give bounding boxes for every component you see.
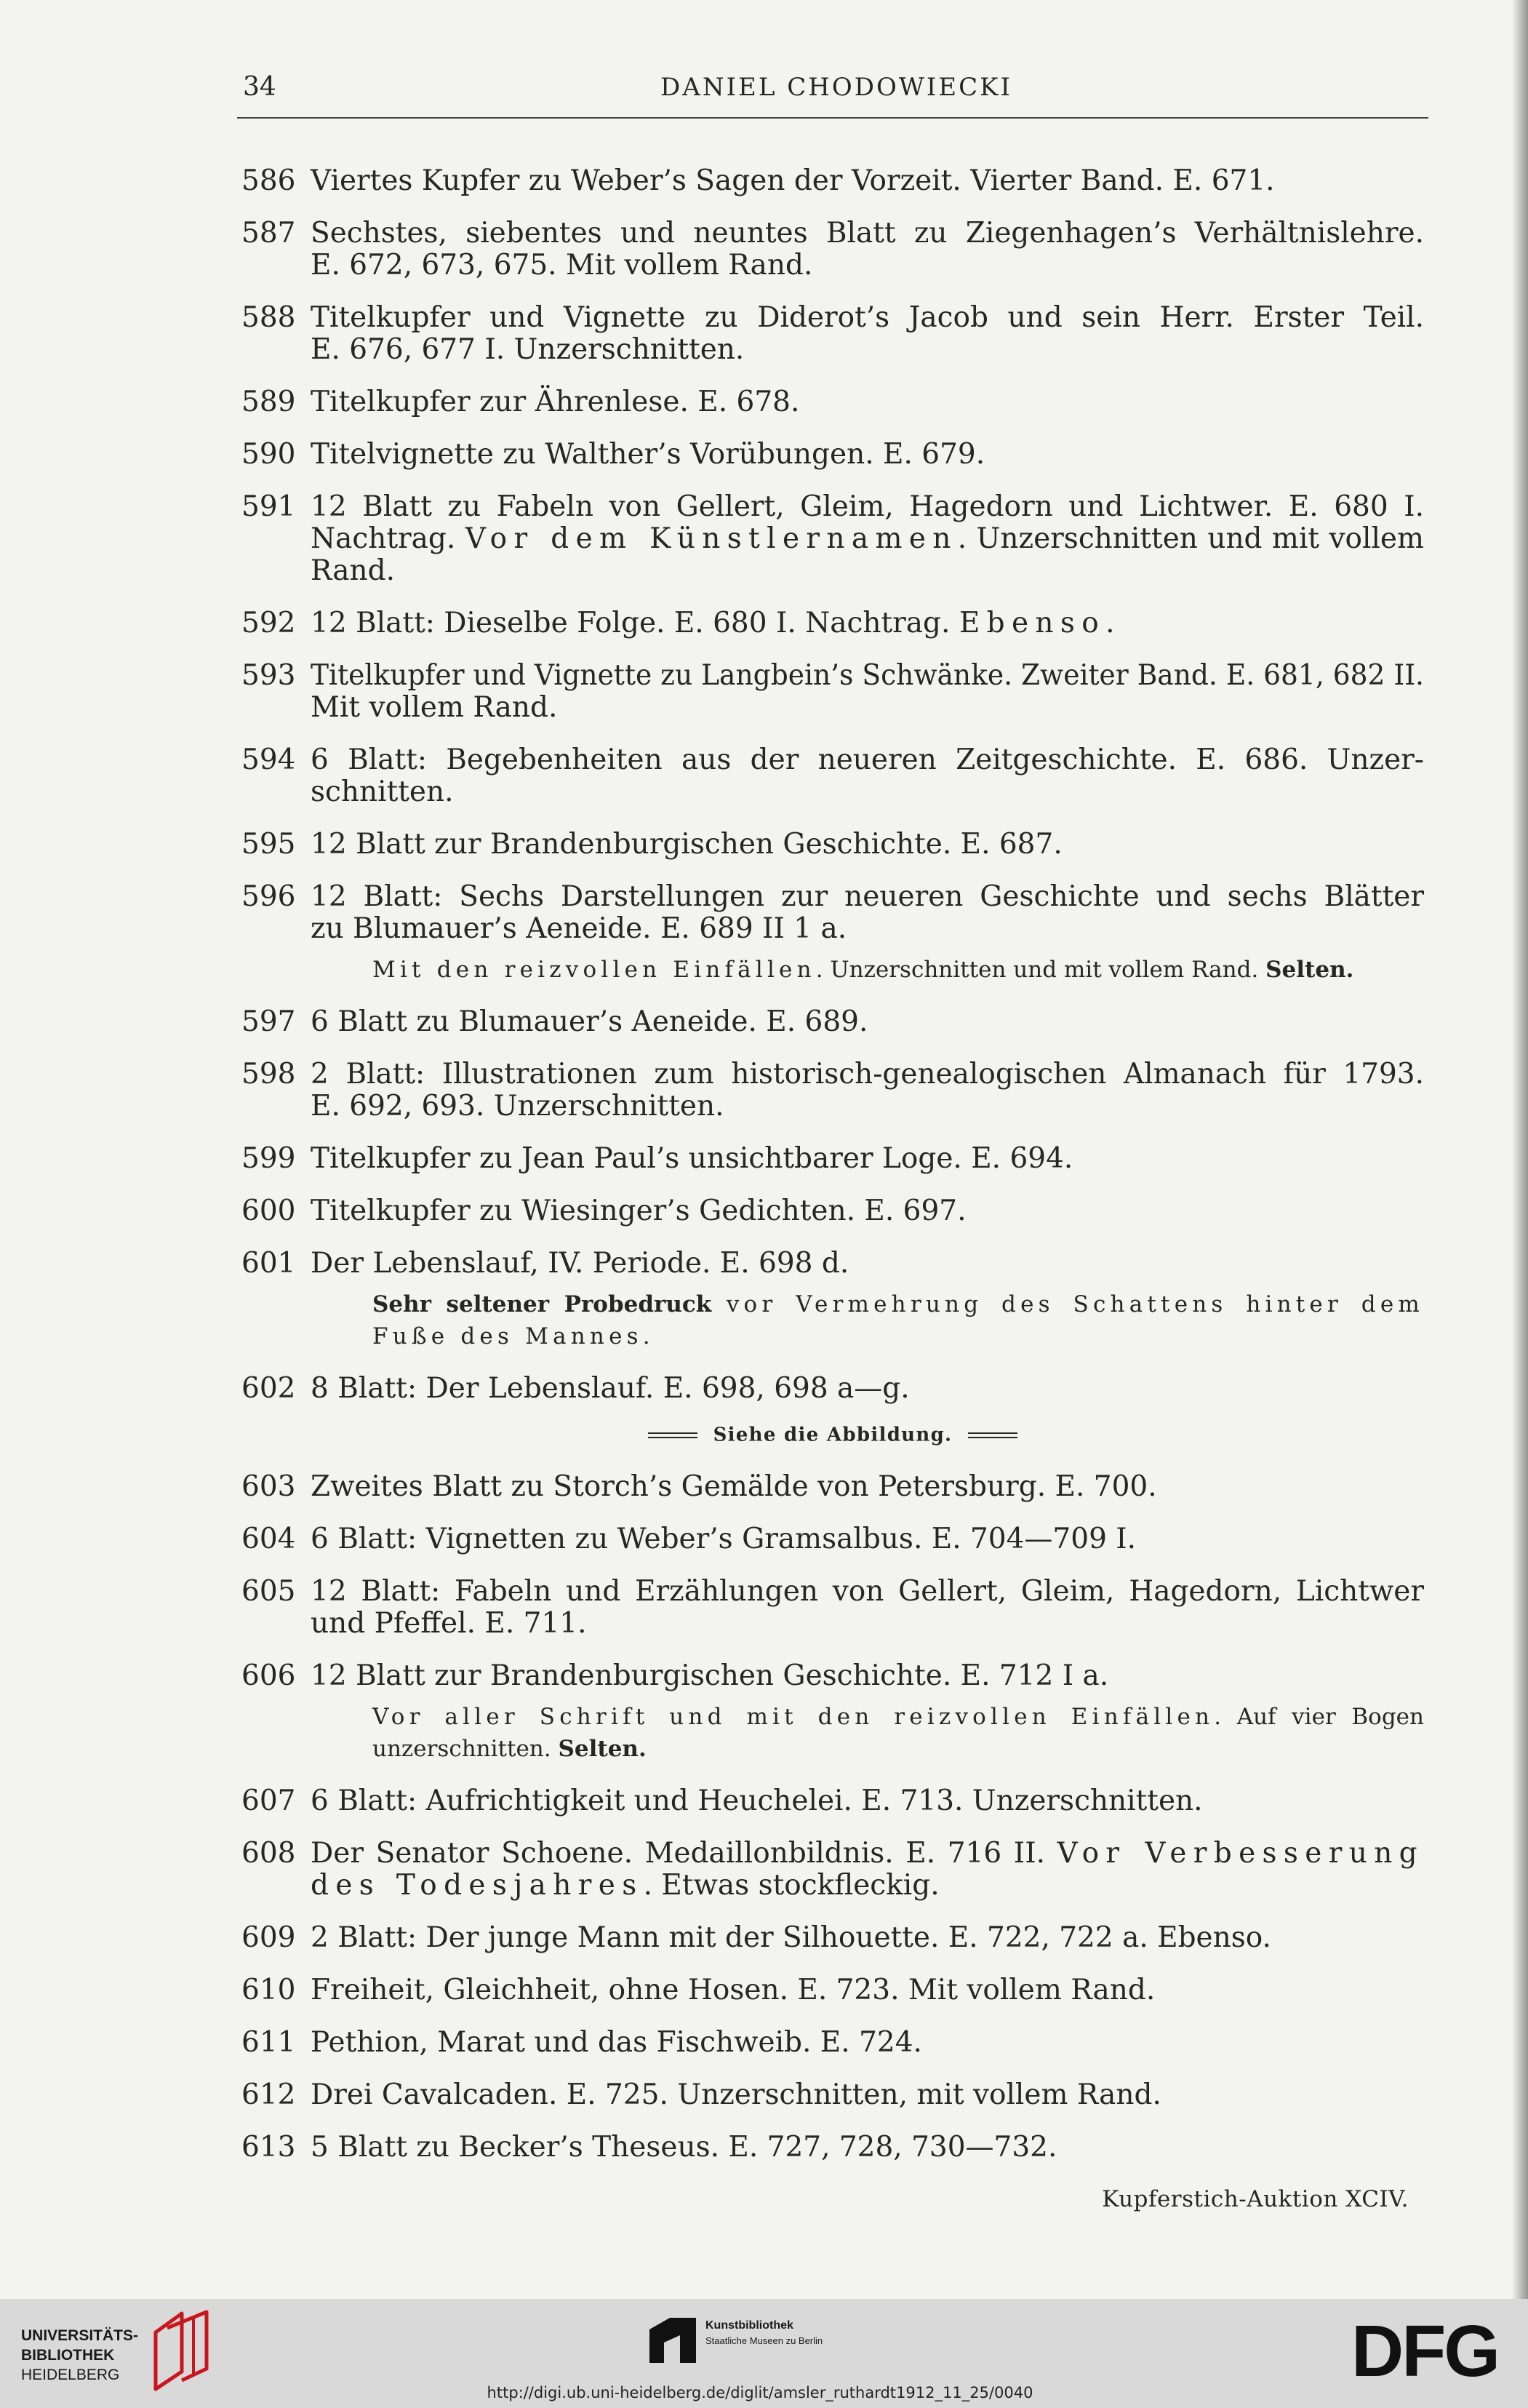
entry-description — [311, 829, 1424, 861]
text-line — [311, 1974, 1424, 2006]
catalog-entry — [0, 218, 1528, 282]
text-segment: Mit vollem Rand. — [311, 691, 558, 724]
kunstbibliothek-subtitle: Staatliche Museen zu Berlin — [705, 2335, 823, 2346]
line-text — [311, 913, 847, 945]
line-text — [311, 1373, 910, 1405]
line-text — [311, 1870, 940, 1902]
entry-description — [311, 2027, 1424, 2059]
ub-wordmark-line: UNIVERSITÄTS- — [21, 2327, 139, 2344]
entry-description — [311, 1248, 1424, 1352]
spaced-emphasis-text: vor Vermehrung des Schattens hinter dem — [726, 1291, 1424, 1317]
text-line — [311, 386, 1424, 418]
callout-text: Siehe die Abbildung. — [713, 1424, 953, 1446]
entry-description — [311, 1838, 1424, 1902]
entry-description — [311, 1974, 1424, 2006]
entry-number: 599 — [241, 1142, 296, 1175]
entry-number: 610 — [241, 1974, 296, 2006]
line-text — [311, 1523, 1136, 1555]
catalog-entry — [0, 2132, 1528, 2164]
catalog-entry — [0, 491, 1528, 587]
text-segment: Rand. — [311, 554, 395, 587]
kunstbibliothek-wordmark — [705, 2318, 823, 2348]
entry-number: 604 — [241, 1523, 296, 1555]
text-line — [311, 1660, 1424, 1692]
line-text — [311, 829, 1063, 861]
double-rule-left — [648, 1432, 697, 1438]
text-line — [311, 1471, 1424, 1503]
catalog-entry — [0, 165, 1528, 197]
spaced-emphasis-text: des Todesjahres — [311, 1869, 644, 1902]
text-line — [311, 607, 1424, 639]
line-text — [311, 1838, 1424, 1870]
catalog-entry — [0, 829, 1528, 861]
text-segment: E. 672, 673, 675. Mit vollem Rand. — [311, 249, 813, 282]
entry-description — [311, 607, 1424, 639]
ub-heidelberg-wordmark — [21, 2326, 138, 2385]
text-segment: 12 Blatt: Fabeln und Erzählungen von Gellert, Gleim, Hagedorn, Lichtwer — [311, 1575, 1424, 1608]
entry-number: 592 — [241, 607, 296, 639]
entry-description — [311, 1922, 1424, 1954]
entry-description — [311, 439, 1424, 471]
text-line — [311, 250, 1424, 282]
catalog-entry — [0, 1922, 1528, 1954]
spaced-emphasis-text: Ebenso — [959, 607, 1106, 639]
text-line — [311, 692, 1424, 724]
line-text — [311, 2132, 1057, 2164]
entry-number: 595 — [241, 828, 296, 861]
entry-note — [372, 1288, 1424, 1352]
entry-number: 611 — [241, 2026, 296, 2059]
text-segment: Der Senator Schoene. Medaillonbildnis. E. 716 II. — [311, 1837, 1057, 1870]
catalog-entry — [0, 1576, 1528, 1640]
catalog-entry — [0, 2027, 1528, 2059]
catalog-entry — [0, 1471, 1528, 1503]
entry-number: 606 — [241, 1659, 296, 1692]
text-line — [311, 2027, 1424, 2059]
text-line — [372, 1701, 1424, 1733]
text-line — [311, 1523, 1424, 1555]
text-segment: . Auf vier Bogen — [1214, 1704, 1424, 1730]
line-text — [372, 1288, 1424, 1320]
text-segment: E. 692, 693. Unzerschnitten. — [311, 1090, 724, 1123]
line-text — [372, 1733, 647, 1765]
ub-wordmark-line: HEIDELBERG — [21, 2367, 120, 2383]
catalog-entry — [0, 302, 1528, 366]
catalog-entry — [0, 386, 1528, 418]
ub-wordmark-line: BIBLIOTHEK — [21, 2347, 115, 2364]
text-line — [311, 1870, 1424, 1902]
line-text — [311, 1974, 1155, 2006]
printer-signature: Kupferstich-Auktion XCIV. — [1102, 2186, 1409, 2212]
text-segment: unzerschnitten. — [372, 1736, 559, 1762]
entry-note — [372, 954, 1424, 986]
entry-description — [311, 491, 1424, 587]
line-text — [311, 744, 1424, 776]
entry-description — [311, 302, 1424, 366]
text-line — [311, 334, 1424, 366]
spaced-emphasis-text: Fuße des Mannes — [372, 1323, 643, 1349]
catalog-entry — [0, 439, 1528, 471]
text-segment: 8 Blatt: Der Lebenslauf. E. 698, 698 a—g. — [311, 1372, 910, 1405]
digitization-footer-bar — [0, 2299, 1528, 2408]
see-illustration-callout — [241, 1419, 1424, 1451]
line-text — [311, 1091, 724, 1123]
text-line — [372, 1733, 1424, 1765]
entry-description — [311, 2079, 1424, 2111]
entry-number: 596 — [241, 880, 296, 913]
catalog-entry — [0, 1195, 1528, 1227]
text-segment: 6 Blatt zu Blumauer’s Aeneide. E. 689. — [311, 1005, 868, 1038]
entry-description — [311, 881, 1424, 986]
bold-emphasis-text: Selten. — [558, 1736, 647, 1762]
entry-number: 598 — [241, 1058, 296, 1091]
text-segment: . Unzerschnitten und mit vollem — [957, 522, 1424, 555]
text-segment: . Etwas stockfleckig. — [643, 1869, 940, 1902]
entry-description — [311, 1143, 1424, 1175]
text-segment: Titelkupfer zu Jean Paul’s unsichtbarer Loge. E. 694. — [311, 1142, 1073, 1175]
line-text — [311, 302, 1424, 334]
text-segment: Viertes Kupfer zu Weber’s Sagen der Vorzeit. Vierter Band. E. 671. — [311, 164, 1275, 197]
catalog-entry — [0, 607, 1528, 639]
text-segment: 5 Blatt zu Becker’s Theseus. E. 727, 728, 730—732. — [311, 2131, 1057, 2164]
text-line — [311, 1143, 1424, 1175]
line-text — [311, 491, 1424, 523]
line-text — [311, 1059, 1424, 1091]
line-text — [311, 386, 799, 418]
ub-heidelberg-emblem-icon — [150, 2308, 212, 2392]
entry-description — [311, 1373, 1424, 1405]
text-segment: Titelkupfer zur Ährenlese. E. 678. — [311, 386, 800, 418]
catalog-entry — [0, 1523, 1528, 1555]
text-line — [311, 660, 1424, 692]
text-segment: Drei Cavalcaden. E. 725. Unzerschnitten, mit vollem Rand. — [311, 2078, 1161, 2111]
line-text — [311, 2079, 1161, 2111]
page-edge-shadow — [1512, 0, 1528, 2299]
entry-description — [311, 1471, 1424, 1503]
text-segment: Freiheit, Gleichheit, ohne Hosen. E. 723. Mit vollem Rand. — [311, 1974, 1156, 2006]
spaced-emphasis-text: Vor dem Künstlernamen — [465, 522, 958, 555]
text-line — [311, 744, 1424, 776]
text-line — [372, 1320, 1424, 1352]
line-text — [311, 1660, 1108, 1692]
line-text — [311, 334, 744, 366]
line-text — [311, 881, 1424, 913]
bold-emphasis-text: Sehr seltener Probedruck — [372, 1291, 727, 1317]
line-text — [311, 1143, 1073, 1175]
catalog-entry — [0, 1785, 1528, 1817]
text-segment: zu Blumauer’s Aeneide. E. 689 II 1 a. — [311, 912, 847, 945]
text-segment: Zweites Blatt zu Storch’s Gemälde von Petersburg. E. 700. — [311, 1470, 1157, 1503]
text-line — [311, 1576, 1424, 1608]
text-segment: E. 676, 677 I. Unzerschnitten. — [311, 333, 745, 366]
text-segment: 2 Blatt: Illustrationen zum historisch-genealogischen Almanach für 1793. — [311, 1058, 1424, 1091]
line-text — [311, 607, 1115, 639]
line-text — [311, 555, 395, 587]
entry-number: 591 — [241, 490, 296, 523]
text-segment: 2 Blatt: Der junge Mann mit der Silhouette. E. 722, 722 a. Ebenso. — [311, 1921, 1271, 1954]
entry-description — [311, 1195, 1424, 1227]
line-text — [372, 1320, 650, 1352]
entry-number: 589 — [241, 386, 296, 418]
entry-description — [311, 165, 1424, 197]
catalog-entry — [0, 1143, 1528, 1175]
entry-number: 586 — [241, 164, 296, 197]
text-line — [311, 555, 1424, 587]
entry-number: 600 — [241, 1195, 296, 1227]
entry-description — [311, 218, 1424, 282]
entry-number: 602 — [241, 1372, 296, 1405]
text-segment: schnitten. — [311, 776, 454, 808]
entry-description — [311, 1576, 1424, 1640]
text-segment: Nachtrag. — [311, 522, 465, 555]
line-text — [372, 954, 1353, 986]
text-line — [311, 165, 1424, 197]
spaced-emphasis-text: Vor aller Schrift und mit den reizvollen Einfällen — [372, 1704, 1215, 1730]
entry-number: 588 — [241, 301, 296, 334]
text-segment: 12 Blatt: Dieselbe Folge. E. 680 I. Nachtrag. — [311, 607, 959, 639]
text-segment: Titelkupfer zu Wiesinger’s Gedichten. E. 697. — [311, 1195, 967, 1227]
text-segment: 6 Blatt: Begebenheiten aus der neueren Zeitgeschichte. E. 686. Unzer- — [311, 743, 1424, 776]
text-segment: Der Lebenslauf, IV. Periode. E. 698 d. — [311, 1247, 849, 1280]
kunstbibliothek-name: Kunstbibliothek — [705, 2319, 793, 2332]
source-url: http://digi.ub.uni-heidelberg.de/diglit/amsler_ruthardt1912_11_25/0040 — [487, 2384, 1033, 2401]
line-text — [311, 218, 1424, 250]
entry-description — [311, 1006, 1424, 1038]
text-line — [311, 913, 1424, 945]
catalog-entry — [0, 1974, 1528, 2006]
text-segment: und Pfeffel. E. 711. — [311, 1607, 587, 1640]
entry-description — [311, 660, 1424, 724]
line-text — [311, 776, 454, 808]
catalog-entry — [0, 1006, 1528, 1038]
text-line — [311, 523, 1424, 555]
kunstbibliothek-emblem-icon — [649, 2318, 696, 2363]
text-line — [311, 829, 1424, 861]
text-segment: Sechstes, siebentes und neuntes Blatt zu Ziegenhagen’s Verhältnislehre. — [311, 217, 1424, 250]
entry-number: 601 — [241, 1247, 296, 1280]
entry-number: 593 — [241, 659, 296, 692]
line-text — [311, 1006, 868, 1038]
text-segment: 6 Blatt: Vignetten zu Weber’s Gramsalbus. E. 704—709 I. — [311, 1523, 1137, 1555]
line-text — [311, 250, 812, 282]
line-text — [311, 1608, 587, 1640]
line-text — [311, 439, 985, 471]
catalog-entry — [0, 660, 1528, 724]
text-segment: . — [642, 1323, 650, 1349]
catalog-entry — [0, 1660, 1528, 1765]
entry-number: 609 — [241, 1921, 296, 1954]
text-line — [311, 1248, 1424, 1280]
catalog-entry — [0, 2079, 1528, 2111]
entry-description — [311, 2132, 1424, 2164]
text-segment: Titelvignette zu Walther’s Vorübungen. E. 679. — [311, 438, 985, 471]
catalog-entry — [0, 1248, 1528, 1352]
entry-number: 603 — [241, 1470, 296, 1503]
text-line — [311, 1195, 1424, 1227]
catalog-entry — [0, 881, 1528, 986]
text-segment: Pethion, Marat und das Fischweib. E. 724. — [311, 2026, 922, 2059]
line-text — [311, 523, 1424, 555]
line-text — [372, 1701, 1424, 1733]
entry-number: 607 — [241, 1785, 296, 1817]
text-segment: 12 Blatt zur Brandenburgischen Geschichte. E. 687. — [311, 828, 1063, 861]
line-text — [311, 2027, 922, 2059]
line-text — [311, 1248, 849, 1280]
entry-number: 594 — [241, 743, 296, 776]
catalog-entry — [0, 744, 1528, 808]
entry-description — [311, 1660, 1424, 1765]
spaced-emphasis-text: Vor Verbesserung — [1057, 1837, 1424, 1870]
line-text — [311, 165, 1275, 197]
text-line — [311, 302, 1424, 334]
text-segment: . Unzerschnitten und mit vollem Rand. — [815, 957, 1266, 983]
text-line — [311, 1785, 1424, 1817]
entry-number: 612 — [241, 2078, 296, 2111]
text-line — [311, 2079, 1424, 2111]
line-text — [311, 1471, 1157, 1503]
dfg-logo: DFG — [1351, 2311, 1499, 2392]
entry-number: 597 — [241, 1005, 296, 1038]
running-title: DANIEL CHODOWIECKI — [660, 73, 1012, 102]
entry-note — [372, 1701, 1424, 1765]
entry-number: 605 — [241, 1575, 296, 1608]
catalog-entry — [0, 1373, 1528, 1451]
text-line — [311, 776, 1424, 808]
catalog-entries — [0, 165, 1528, 2184]
entry-number: 613 — [241, 2131, 296, 2164]
text-line — [311, 439, 1424, 471]
text-line — [311, 218, 1424, 250]
text-segment: 6 Blatt: Aufrichtigkeit und Heuchelei. E. 713. Unzerschnitten. — [311, 1785, 1203, 1817]
entry-description — [311, 1785, 1424, 1817]
text-segment: 12 Blatt zur Brandenburgischen Geschichte. E. 712 I a. — [311, 1659, 1109, 1692]
bold-emphasis-text: Selten. — [1265, 957, 1354, 983]
catalog-entry — [0, 1838, 1528, 1902]
spaced-emphasis-text: Mit den reizvollen Einfällen — [372, 957, 816, 983]
catalog-entry — [0, 1059, 1528, 1123]
line-text — [311, 1922, 1271, 1954]
entry-number: 587 — [241, 217, 296, 250]
double-rule-right — [968, 1432, 1017, 1438]
entry-number: 608 — [241, 1837, 296, 1870]
text-line — [311, 1059, 1424, 1091]
text-line — [311, 1608, 1424, 1640]
line-text — [311, 660, 1424, 692]
entry-description — [311, 744, 1424, 808]
text-segment: 12 Blatt zu Fabeln von Gellert, Gleim, Hagedorn und Lichtwer. E. 680 I. — [311, 490, 1424, 523]
text-line — [372, 954, 1424, 986]
text-segment: Titelkupfer und Vignette zu Diderot’s Jacob und sein Herr. Erster Teil. — [311, 301, 1424, 334]
entry-description — [311, 386, 1424, 418]
entry-number: 590 — [241, 438, 296, 471]
text-line — [311, 1006, 1424, 1038]
text-line — [311, 1838, 1424, 1870]
line-text — [311, 692, 557, 724]
text-segment: Titelkupfer und Vignette zu Langbein’s Schwänke. Zweiter Band. E. 681, 682 II. — [311, 659, 1424, 692]
line-text — [311, 1576, 1424, 1608]
header-rule — [237, 117, 1428, 119]
line-text — [311, 1195, 967, 1227]
text-line — [311, 491, 1424, 523]
entry-description — [311, 1059, 1424, 1123]
text-line — [311, 1922, 1424, 1954]
text-line — [372, 1288, 1424, 1320]
text-line — [311, 1373, 1424, 1405]
text-line — [311, 1091, 1424, 1123]
page-number: 34 — [243, 72, 276, 102]
text-segment: 12 Blatt: Sechs Darstellungen zur neueren Geschichte und sechs Blätter — [311, 880, 1424, 913]
text-segment: . — [1105, 607, 1115, 639]
text-line — [311, 881, 1424, 913]
entry-description — [311, 1523, 1424, 1555]
text-line — [311, 2132, 1424, 2164]
line-text — [311, 1785, 1203, 1817]
